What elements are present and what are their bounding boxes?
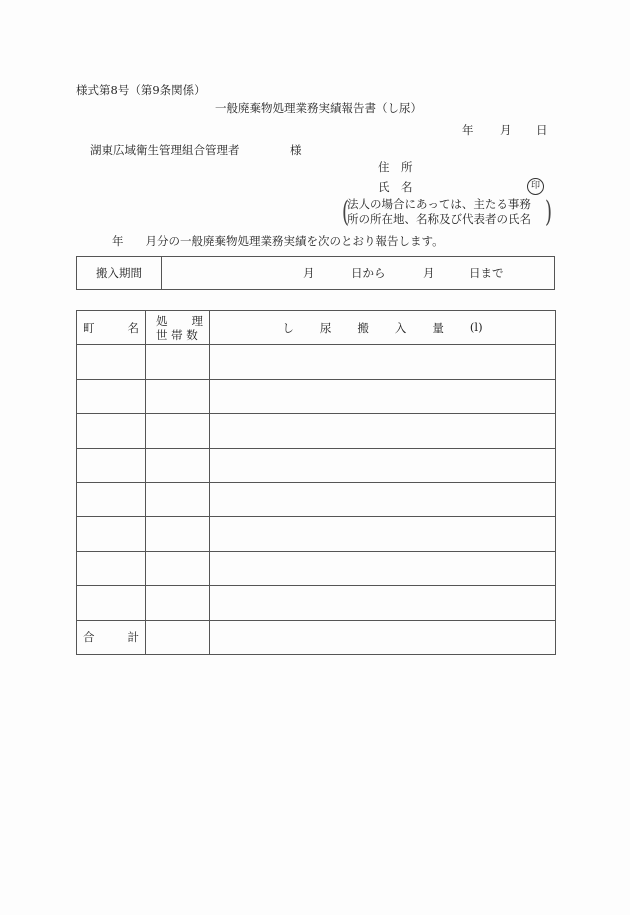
households-cell[interactable]: [146, 345, 210, 379]
town-cell[interactable]: [77, 517, 146, 551]
town-cell[interactable]: [77, 448, 146, 482]
period-from-label: 日から: [351, 266, 386, 280]
table-row: [77, 414, 556, 448]
delivery-period-field[interactable]: [162, 257, 554, 289]
table-row: [77, 482, 556, 516]
town-cell[interactable]: [77, 379, 146, 413]
households-cell[interactable]: [146, 586, 210, 620]
table-row: [77, 517, 556, 551]
date-year-label: 年: [462, 123, 474, 137]
table-row: [77, 448, 556, 482]
addressee-name: 湖東広域衛生管理組合管理者: [90, 143, 240, 157]
table-row: [77, 345, 556, 379]
header-town: 町 名: [77, 311, 146, 345]
table-row: [77, 551, 556, 585]
total-households-cell[interactable]: [146, 620, 210, 654]
header-amount: し 尿 搬 入 量 (l): [210, 311, 556, 345]
total-label: 合 計: [77, 620, 146, 654]
total-row: [77, 620, 556, 654]
amount-cell[interactable]: [210, 448, 556, 482]
close-paren-decoration: ): [545, 195, 553, 230]
amount-cell[interactable]: [210, 414, 556, 448]
collection-report-table: [76, 310, 556, 655]
form-number: 様式第8号（第9条関係）: [76, 83, 206, 97]
corporation-note-line2: 所の所在地、名称及び代表者の氏名: [347, 212, 531, 226]
amount-cell[interactable]: [210, 482, 556, 516]
town-cell[interactable]: [77, 586, 146, 620]
delivery-period-label: 搬入期間: [77, 257, 162, 289]
period-month2-label: 月: [423, 266, 435, 280]
town-cell[interactable]: [77, 345, 146, 379]
households-cell[interactable]: [146, 482, 210, 516]
open-paren-decoration: (: [342, 195, 350, 230]
town-cell[interactable]: [77, 482, 146, 516]
date-day-label: 日: [536, 123, 548, 137]
table-row: [77, 586, 556, 620]
households-cell[interactable]: [146, 551, 210, 585]
amount-cell[interactable]: [210, 586, 556, 620]
period-month1-label: 月: [303, 266, 315, 280]
amount-cell[interactable]: [210, 517, 556, 551]
seal-icon: 印: [527, 178, 544, 195]
households-cell[interactable]: [146, 379, 210, 413]
addressee-honorific: 様: [290, 143, 302, 157]
amount-cell[interactable]: [210, 551, 556, 585]
amount-cell[interactable]: [210, 379, 556, 413]
period-until-label: 日まで: [469, 266, 504, 280]
town-cell[interactable]: [77, 414, 146, 448]
header-households: 処 理 世 帯 数: [146, 311, 210, 345]
report-statement: [112, 236, 444, 248]
delivery-period-box: [76, 256, 555, 290]
households-cell[interactable]: [146, 517, 210, 551]
households-cell[interactable]: [146, 448, 210, 482]
corporation-note-line1: 法人の場合にあっては、主たる事務: [347, 197, 531, 211]
date-month-label: 月: [500, 123, 512, 137]
document-title: 一般廃棄物処理業務実績報告書（し尿）: [215, 101, 422, 115]
table-row: [77, 379, 556, 413]
total-amount-cell[interactable]: [210, 620, 556, 654]
name-label: 氏 名: [378, 180, 413, 194]
households-cell[interactable]: [146, 414, 210, 448]
amount-cell[interactable]: [210, 345, 556, 379]
address-label: 住 所: [378, 160, 413, 174]
corporation-note: [347, 197, 531, 227]
table-header-row: [77, 311, 556, 345]
town-cell[interactable]: [77, 551, 146, 585]
report-statement-text: 月分の一般廃棄物処理業務実績を次のとおり報告します。: [145, 234, 444, 248]
report-year-label: 年: [112, 234, 124, 248]
